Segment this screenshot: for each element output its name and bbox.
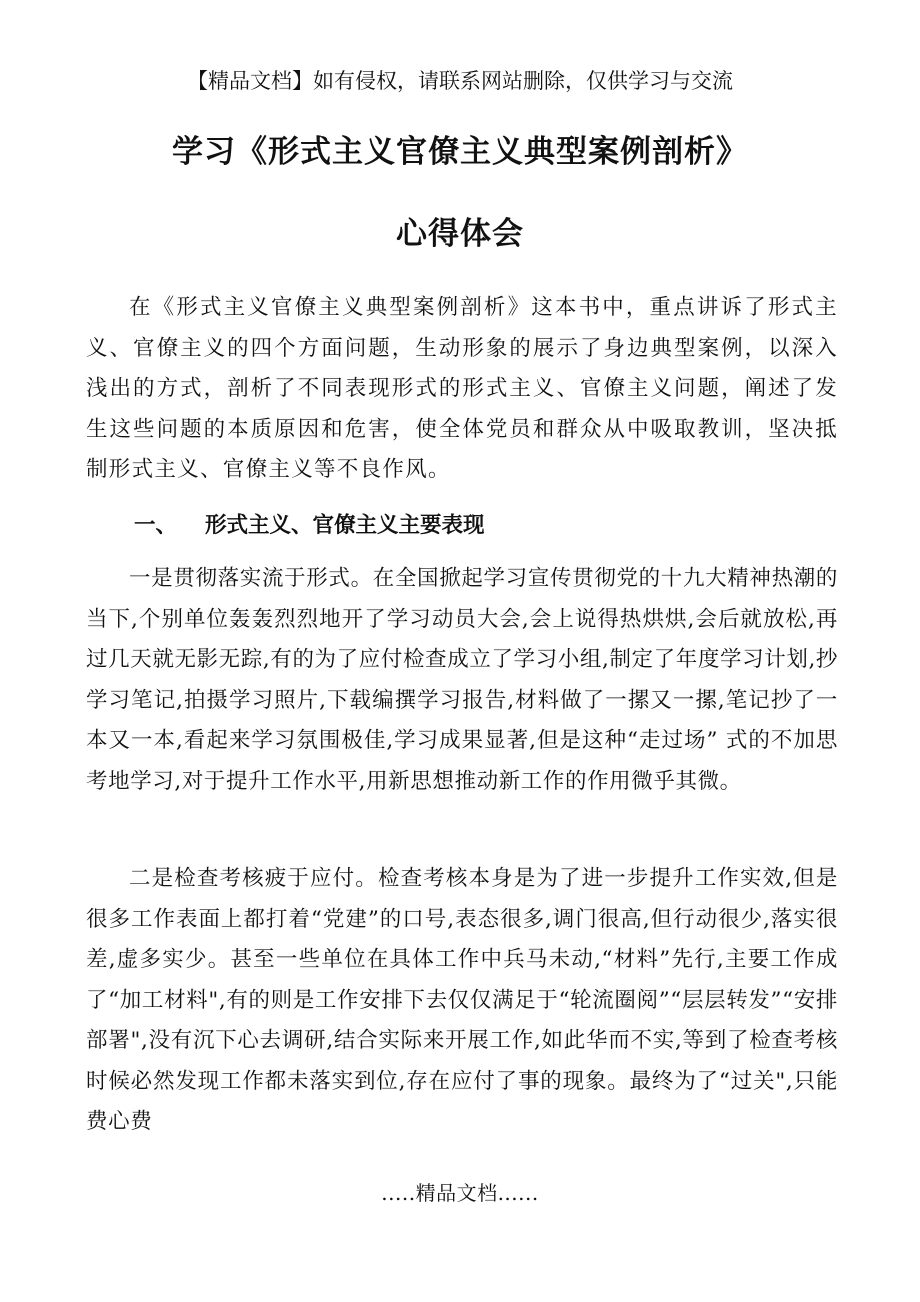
document-title-line1: 学习《形式主义官僚主义典型案例剖析》 xyxy=(172,134,748,170)
intro-paragraph: 在《形式主义官僚主义典型案例剖析》这本书中，重点讲诉了形式主义、官僚主义的四个方面问题，生动形象的展示了身边典型案例，以深入浅出的方式，剖析了不同表现形式的形式主义、官僚主义问题，阐述了发生这些问题的本质原因和危害，使全体党员和群众从中吸取教训，坚决抵制形式主义、官僚主义等不良作风。 xyxy=(86,295,838,482)
section-heading-text: 形式主义、官僚主义主要表现 xyxy=(205,513,485,538)
document-title-line2: 心得体会 xyxy=(396,216,524,252)
section-number: 一、 xyxy=(134,513,178,538)
footer-watermark: .....精品文档...... xyxy=(381,1181,539,1205)
copyright-notice: 【精品文档】如有侵权，请联系网站删除，仅供学习与交流 xyxy=(187,69,733,93)
point-one-paragraph: 一是贯彻落实流于形式。在全国掀起学习宣传贯彻党的十九大精神热潮的当下,个别单位轰轰烈烈地开了学习动员大会,会上说得热烘烘,会后就放松,再过几天就无影无踪,有的为了应付检查成立了学习小组,制定了年度学习计划,抄学习笔记,拍摄学习照片,下载编撰学习报告,材料做了一摞又一摞,笔记抄了一本又一本,看起来学习氛围极佳,学习成果显著,但是这种“走过场” 式的不加思考地学习,对于提升工作水平,用新思想推动新工作的作用微乎其微。 xyxy=(86,566,838,794)
point-two-paragraph: 二是检查考核疲于应付。检查考核本身是为了进一步提升工作实效,但是很多工作表面上都打着“党建”的口号,表态很多,调门很高,但行动很少,落实很差,虚多实少。甚至一些单位在具体工作中兵马未动,“材料”先行,主要工作成了“加工材料",有的则是工作安排下去仅仅满足于“轮流圈阅”“层层转发”“安排部署",没有沉下心去调研,结合实际来开展工作,如此华而不实,等到了检查考核时候必然发现工作都未落实到位,存在应付了事的现象。最终为了“过关",只能费心费 xyxy=(86,866,838,1134)
section-heading xyxy=(134,508,485,544)
